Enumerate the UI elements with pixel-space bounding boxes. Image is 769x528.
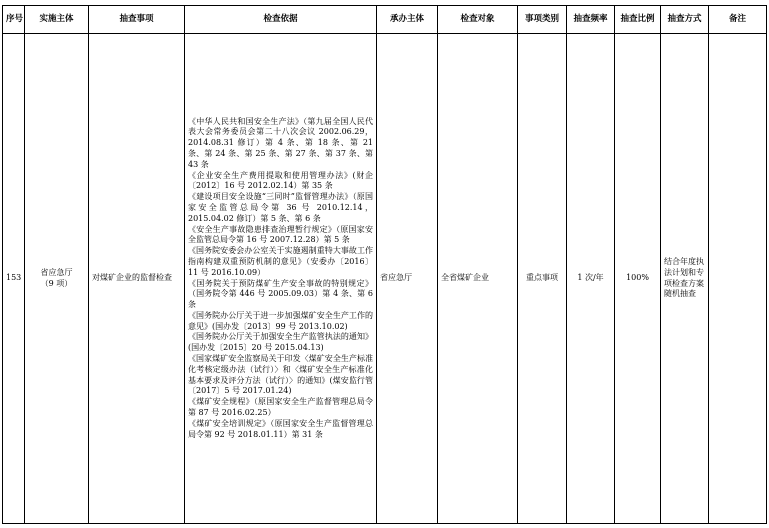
basis-entry: 《建设项目安全设施“三同时”监督管理办法》（原国家安全监管总局令第 36 号 2010.12.14，2015.04.02 修订）第 5 条、第 6 条 bbox=[188, 192, 373, 223]
cell-target: 全省煤矿企业 bbox=[438, 34, 518, 524]
header-remark: 备注 bbox=[709, 6, 767, 34]
basis-entry: 《国家煤矿安全监察局关于印发〈煤矿安全生产标准化考核定级办法（试行）〉和〈煤矿安全生产标准化基本要求及评分方法（试行）〉的通知》(煤安监行管〔2017〕5 号 2017.01.24) bbox=[188, 354, 373, 396]
cell-frequency: 1 次/年 bbox=[567, 34, 615, 524]
cell-method: 结合年度执法计划和专项检查方案随机抽查 bbox=[661, 34, 709, 524]
cell-item: 对煤矿企业的监督检查 bbox=[89, 34, 185, 524]
subject-name: 省应急厅 bbox=[40, 267, 73, 277]
basis-entry: 《国务院办公厅关于加强安全生产监管执法的通知》(国办发〔2015〕20 号 2015.04.13) bbox=[188, 332, 373, 353]
header-category: 事项类别 bbox=[518, 6, 567, 34]
table-row bbox=[3, 34, 767, 524]
header-method: 抽查方式 bbox=[661, 6, 709, 34]
basis-entry: 《安全生产事故隐患排查治理暂行规定》（原国家安全监管总局令第 16 号 2007.12.28）第 5 条 bbox=[188, 224, 373, 245]
header-target: 检查对象 bbox=[438, 6, 518, 34]
header-ratio: 抽查比例 bbox=[615, 6, 661, 34]
header-item: 抽查事项 bbox=[89, 6, 185, 34]
header-subject: 实施主体 bbox=[25, 6, 89, 34]
basis-entry: 《国务院关于预防煤矿生产安全事故的特别规定》（国务院令第 446 号 2005.09.03）第 4 条、第 6 条 bbox=[188, 278, 373, 310]
header-basis: 检查依据 bbox=[185, 6, 377, 34]
cell-remark bbox=[709, 34, 767, 524]
cell-basis bbox=[185, 34, 377, 524]
inspection-table bbox=[2, 5, 767, 524]
header-seq: 序号 bbox=[3, 6, 25, 34]
basis-entry: 《煤矿安全规程》（原国家安全生产监督管理总局令第 87 号 2016.02.25） bbox=[188, 397, 373, 418]
table-header-row bbox=[3, 6, 767, 34]
cell-handler: 省应急厅 bbox=[377, 34, 438, 524]
header-frequency: 抽查频率 bbox=[567, 6, 615, 34]
basis-entry: 《国务院办公厅关于进一步加强煤矿安全生产工作的意见》(国办发〔2013〕99 号 2013.10.02) bbox=[188, 310, 373, 331]
cell-subject bbox=[25, 34, 89, 524]
cell-seq: 153 bbox=[3, 34, 25, 524]
header-handler: 承办主体 bbox=[377, 6, 438, 34]
basis-entry: 《企业安全生产费用提取和使用管理办法》(财企〔2012〕16 号 2012.02.14）第 35 条 bbox=[188, 170, 373, 191]
basis-entry: 《中华人民共和国安全生产法》（第九届全国人民代表大会常务委员会第二十八次会议 2002.06.29，2014.08.31 修订）第 4 条、第 18 条、第 21 条、第 24 条、第 25 条、第 27 条、第 37 条、第 43 条 bbox=[188, 116, 373, 169]
basis-entry: 《国务院安委会办公室关于实施遏制重特大事故工作指南构建双重预防机制的意见》（安委办〔2016〕11 号 2016.10.09） bbox=[188, 246, 373, 277]
basis-entry: 《煤矿安全培训规定》（原国家安全生产监督管理总局令第 92 号 2018.01.11）第 31 条 bbox=[188, 418, 373, 439]
cell-ratio: 100% bbox=[615, 34, 661, 524]
subject-count: （9 项） bbox=[40, 278, 73, 288]
cell-category: 重点事项 bbox=[518, 34, 567, 524]
